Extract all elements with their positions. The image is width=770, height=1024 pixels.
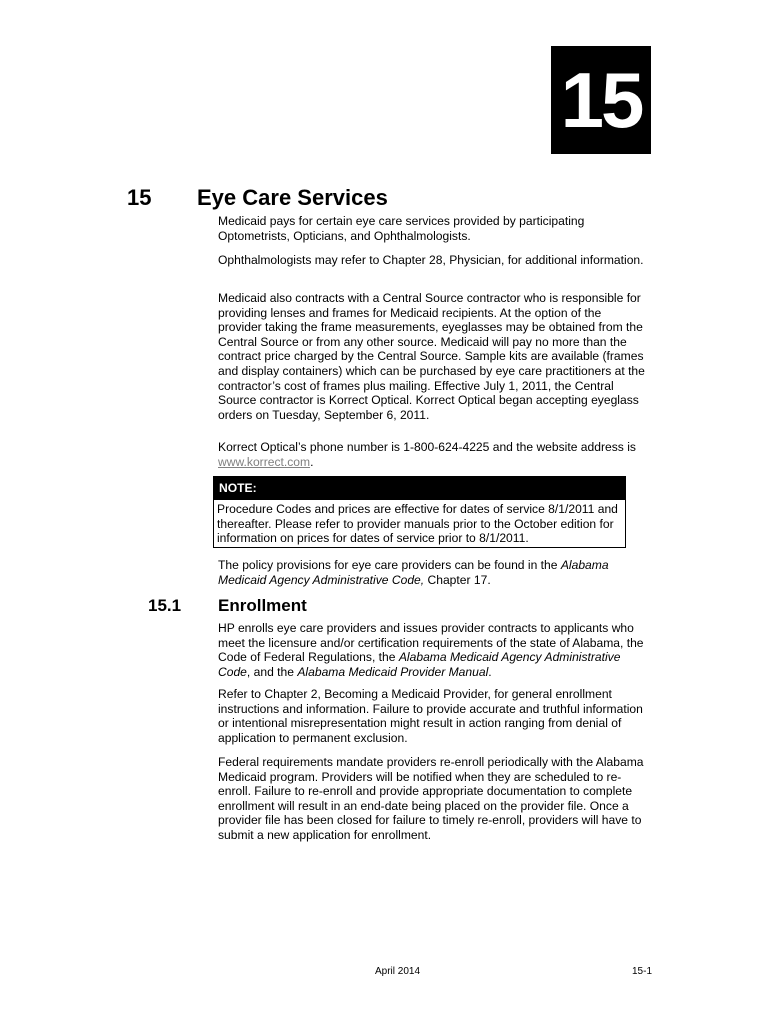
policy-code-title: Alabama Medicaid Agency Administrative Code,: [218, 558, 609, 587]
refer-paragraph: Refer to Chapter 2, Becoming a Medicaid Provider, for general enrollment instructions and information. Failure to provide accurate and truthful information or intentional misrepresentation might result in action ranging from denial of application to permanent exclusion.: [218, 687, 643, 745]
enrollment-suffix: .: [488, 664, 492, 679]
policy-paragraph: [218, 558, 648, 587]
reenroll-paragraph: Federal requirements mandate providers re-enroll periodically with the Alabama Medicaid program. Providers will be notified when they are scheduled to re-enroll. Failure to re-enroll and provide appropriate documentation to complete enrollment will result in an end-date being placed on the provider file. Once a provider file has been closed for failure to timely re-enroll, providers will have to submit a new application for enrollment.: [218, 755, 644, 842]
subsection-title: Enrollment: [218, 596, 307, 615]
section-title: Eye Care Services: [197, 185, 388, 210]
section-number: 15: [127, 185, 152, 210]
intro-paragraph: Medicaid pays for certain eye care services provided by participating Optometrists, Opticians, and Ophthalmologists.: [218, 214, 585, 243]
website-link[interactable]: www.korrect.com: [218, 454, 311, 469]
note-text: Procedure Codes and prices are effective for dates of service 8/1/2011 and thereafter. Please refer to provider manuals prior to the October edition for information on prices for dates of service prior to 8/1/2011.: [217, 502, 618, 546]
policy-suffix: Chapter 17.: [424, 572, 491, 587]
ophthalmologists-paragraph: Ophthalmologists may refer to Chapter 28, Physician, for additional information.: [218, 253, 644, 267]
enrollment-middle: , and the: [246, 664, 298, 679]
contact-text: Korrect Optical’s phone number is 1-800-624-4225 and the website address is: [218, 440, 636, 454]
footer-page-number: 15-1: [632, 966, 653, 977]
chapter-number-tab: 15: [551, 46, 651, 154]
policy-text: The policy provisions for eye care providers can be found in the: [218, 558, 561, 572]
contact-paragraph: [218, 440, 648, 469]
admin-code-title: Alabama Medicaid Agency Administrative Code: [218, 650, 621, 679]
note-box: [213, 476, 626, 548]
contact-suffix: .: [310, 454, 314, 469]
central-source-paragraph: Medicaid also contracts with a Central Source contractor who is responsible for providing lenses and frames for Medicaid recipients. At the option of the provider taking the frame measurements, eyeglasses may be obtained from the Central Source or from any other source. Medicaid will pay no more than the contract price charged by the Central Source. Sample kits are available (frames and display containers) which can be purchased by eye care practitioners at the contractor’s cost of frames plus mailing. Effective July 1, 2011, the Central Source contractor is Korrect Optical. Korrect Optical began accepting eyeglass orders on Tuesday, September 6, 2011.: [218, 291, 645, 422]
provider-manual-title: Alabama Medicaid Provider Manual: [297, 664, 489, 679]
enrollment-paragraph: [218, 621, 648, 679]
footer-date: April 2014: [375, 966, 421, 977]
note-label: NOTE:: [214, 477, 625, 500]
enrollment-text: HP enrolls eye care providers and issues provider contracts to applicants who meet the licensure and/or certification requirements of the state of Alabama, the Code of Federal Regulations, the: [218, 621, 644, 665]
subsection-number: 15.1: [148, 596, 182, 615]
